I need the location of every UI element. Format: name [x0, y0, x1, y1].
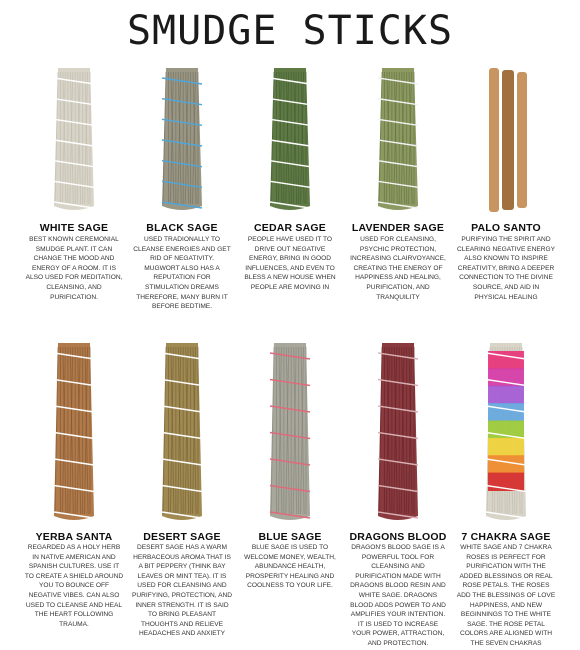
item-white-sage: [20, 60, 128, 350]
item-description: BLUE SAGE IS USED TO WELCOME MONEY, WEALTH, ABUNDANCE HEALTH, PROSPERITY HEALING AND COOLNESS TO YOUR LIFE.: [244, 544, 336, 590]
item-description: DRAGON'S BLOOD SAGE IS A POWERFUL TOOL FOR CLEANSING AND PURIFICATION MADE WITH DRAGONS BLOOD RESIN AND WHITE SAGE. DRAGONS BLOOD ADDS POWER TO AND AMPLIFIES YOUR INTENTION. IT IS USED TO INCREASE YOUR POWER, ATTRACTION, AND PROTECTION.: [350, 544, 446, 647]
item-description: PURIFYING THE SPIRIT AND CLEARING NEGATIVE ENERGY ALSO KNOWN TO INSPIRE CREATIVITY, BRING A DEEPER CONNECTION TO THE DIVINE SOURCE, AND AID IN PHYSICAL HEALING: [456, 236, 556, 301]
item-name: WHITE SAGE: [39, 222, 109, 234]
item-name: CEDAR SAGE: [253, 222, 326, 234]
item-black-sage: [128, 60, 236, 350]
yerba-santa-image: [20, 335, 128, 495]
item-yerba-santa: [20, 335, 128, 628]
item-description: REGARDED AS A HOLY HERB IN NATIVE AMERICAN AND SPANISH CULTURES. USE IT TO CREATE A SHIELD AROUND YOU TO BOUNCE OFF NEGATIVE VIBES. CAN ALSO USED TO CLEANSE AND HEAL THE HEART FOLLOWING TRAUMA.: [24, 544, 124, 628]
lavender-sage-image: [344, 60, 452, 220]
item-cedar-sage: [236, 60, 344, 350]
item-name: BLUE SAGE: [258, 531, 322, 543]
cedar-sage-image: [236, 60, 344, 220]
7-chakra-sage-image: [452, 335, 560, 495]
black-sage-image: [128, 60, 236, 220]
row-bottom: [20, 335, 560, 647]
item-description: PEOPLE HAVE USED IT TO DRIVE OUT NEGATIVE ENERGY, BRING IN GOOD INFLUENCES, AND EVEN TO BLESS A NEW HOUSE WHEN PEOPLE ARE MOVING IN: [244, 236, 336, 291]
item-description: BEST KNOWN CEREMONIAL SMUDGE PLANT. IT CAN CHANGE THE MOOD AND ENERGY OF A ROOM. IT IS ALSO USED FOR MEDITATION, CLEANSING, AND PURIFICATION.: [25, 236, 123, 301]
item-description: USED TRADIONALLY TO CLEANSE ENERGIES AND GET RID OF NEGATIVITY. MUGWORT ALSO HAS A REPUTATION FOR STIMULATION DREAMS THEREFORE, MANY BURN IT BEFORE BEDTIME.: [133, 236, 231, 311]
desert-sage-image: [128, 335, 236, 495]
item-name: DRAGONS BLOOD: [349, 531, 447, 543]
item-description: DESERT SAGE HAS A WARM HERBACEOUS AROMA THAT IS A BIT PEPPERY (THINK BAY LEAVES OR MINT TEA). IT IS USED FOR CLEANSING AND PURIFYING, PROTECTION, AND INNER STRENGTH. IT IS SAID TO BRING PLEASANT THOUGHTS AND RELIEVE HEADACHES AND ANXIETY: [132, 544, 233, 638]
row-top: [20, 60, 560, 350]
item-lavender-sage: [344, 60, 452, 350]
item-name: LAVENDER SAGE: [351, 222, 445, 234]
item-blue-sage: [236, 335, 344, 625]
item-name: DESERT SAGE: [143, 531, 221, 543]
item-name: PALO SANTO: [471, 222, 541, 234]
dragons-blood-image: [344, 335, 452, 495]
item-dragons-blood: [344, 335, 452, 647]
item-7-chakra-sage: [452, 335, 560, 647]
item-name: BLACK SAGE: [146, 222, 218, 234]
white-sage-image: [20, 60, 128, 220]
item-name: YERBA SANTA: [35, 531, 113, 543]
item-palo-santo: [452, 60, 560, 350]
page-title: SMUDGE STICKS: [126, 8, 454, 54]
item-description: USED FOR CLEANSING, PSYCHIC PROTECTION, INCREASING CLAIRVOYANCE, CREATING THE ENERGY OF HAPPINESS AND HEALING, PURIFICATION, AND TRANQUILITY: [350, 236, 446, 301]
palo-santo-image: [452, 60, 560, 220]
item-description: WHITE SAGE AND 7 CHAKRA ROSES IS PERFECT FOR PURIFICATION WITH THE ADDED BLESSINGS OR REAL ROSE PETALS. THE ROSES ADD THE BLESSINGS OF LOVE HAPPINESS, AND NEW BEGINNINGS TO THE WHITE SAGE. THE ROSE PETAL COLORS ARE ALIGNED WITH THE SEVEN CHAKRAS: [456, 544, 556, 647]
item-desert-sage: [128, 335, 236, 638]
blue-sage-image: [236, 335, 344, 495]
item-name: 7 CHAKRA SAGE: [461, 531, 551, 543]
